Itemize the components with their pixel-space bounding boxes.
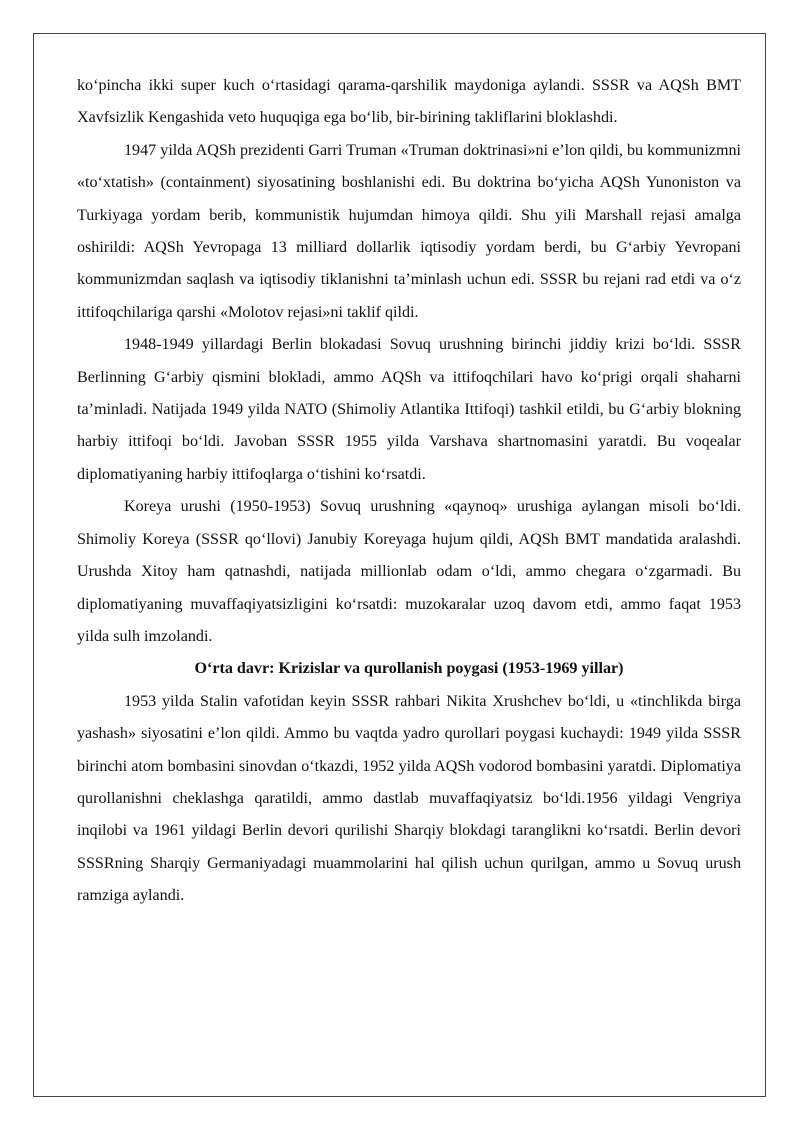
paragraph-berlin-blockade: 1948-1949 yillardagi Berlin blokadasi Sovuq urushning birinchi jiddiy krizi boʻldi. SSSR Berlinning Gʻarbiy qismini blokladi, ammo AQSh va ittifoqchilari havo koʻprigi orqali shaharni taʼminladi. Natijada 1949 yilda NATO (Shimoliy Atlantika Ittifoqi) tashkil etildi, bu Gʻarbiy blokning harbiy ittifoqi boʻldi. Javoban SSSR 1955 yilda Varshava shartnomasini yaratdi. Bu voqealar diplomatiyaning harbiy ittifoqlarga oʻtishini koʻrsatdi.	[77, 336, 741, 483]
paragraph-continuation: koʻpincha ikki super kuch oʻrtasidagi qarama-qarshilik maydoniga aylandi. SSSR va AQSh BMT Xavfsizlik Kengashida veto huquqiga ega boʻlib, bir-birining takliflarini bloklashdi.	[77, 77, 741, 127]
paragraph-truman-doctrine: 1947 yilda AQSh prezidenti Garri Truman «Truman doktrinasi»ni eʼlon qildi, bu kommunizmni «toʻxtatish» (containment) siyosatining boshlanishi edi. Bu doktrina boʻyicha AQSh Yunoniston va Turkiyaga yordam berib, kommunistik hujumdan himoya qildi. Shu yili Marshall rejasi amalga oshirildi: AQSh Yevropaga 13 milliard dollarlik iqtisodiy yordam berdi, bu Gʻarbiy Yevropani kommunizmdan saqlash va iqtisodiy tiklanishni taʼminlash uchun edi. SSSR bu rejani rad etdi va oʻz ittifoqchilariga qarshi «Molotov rejasi»ni taklif qildi.	[77, 141, 741, 321]
document-body	[77, 70, 741, 913]
section-heading: Oʻrta davr: Krizislar va qurollanish poygasi (1953-1969 yillar)	[194, 660, 624, 678]
paragraph-korean-war: Koreya urushi (1950-1953) Sovuq urushning «qaynoq» urushiga aylangan misoli boʻldi. Shimoliy Koreya (SSSR qoʻllovi) Janubiy Koreyaga hujum qildi, AQSh BMT mandatida aralashdi. Urushda Xitoy ham qatnashdi, natijada millionlab odam oʻldi, ammo chegara oʻzgarmadi. Bu diplomatiyaning muvaffaqiyatsizligini koʻrsatdi: muzokaralar uzoq davom etdi, ammo faqat 1953 yilda sulh imzolandi.	[77, 498, 741, 645]
paragraph-khrushchev: 1953 yilda Stalin vafotidan keyin SSSR rahbari Nikita Xrushchev boʻldi, u «tinchlikda birga yashash» siyosatini eʼlon qildi. Ammo bu vaqtda yadro qurollari poygasi kuchaydi: 1949 yilda SSSR birinchi atom bombasini sinovdan oʻtkazdi, 1952 yilda AQSh vodorod bombasini yaratdi. Diplomatiya qurollanishni cheklashga qaratildi, ammo dastlab muvaffaqiyatsiz boʻldi.1956 yildagi Vengriya inqilobi va 1961 yildagi Berlin devori qurilishi Sharqiy blokdagi taranglikni koʻrsatdi. Berlin devori SSSRning Sharqiy Germaniyadagi muammolarini hal qilish uchun qurilgan, ammo u Sovuq urush ramziga aylandi.	[77, 692, 741, 905]
